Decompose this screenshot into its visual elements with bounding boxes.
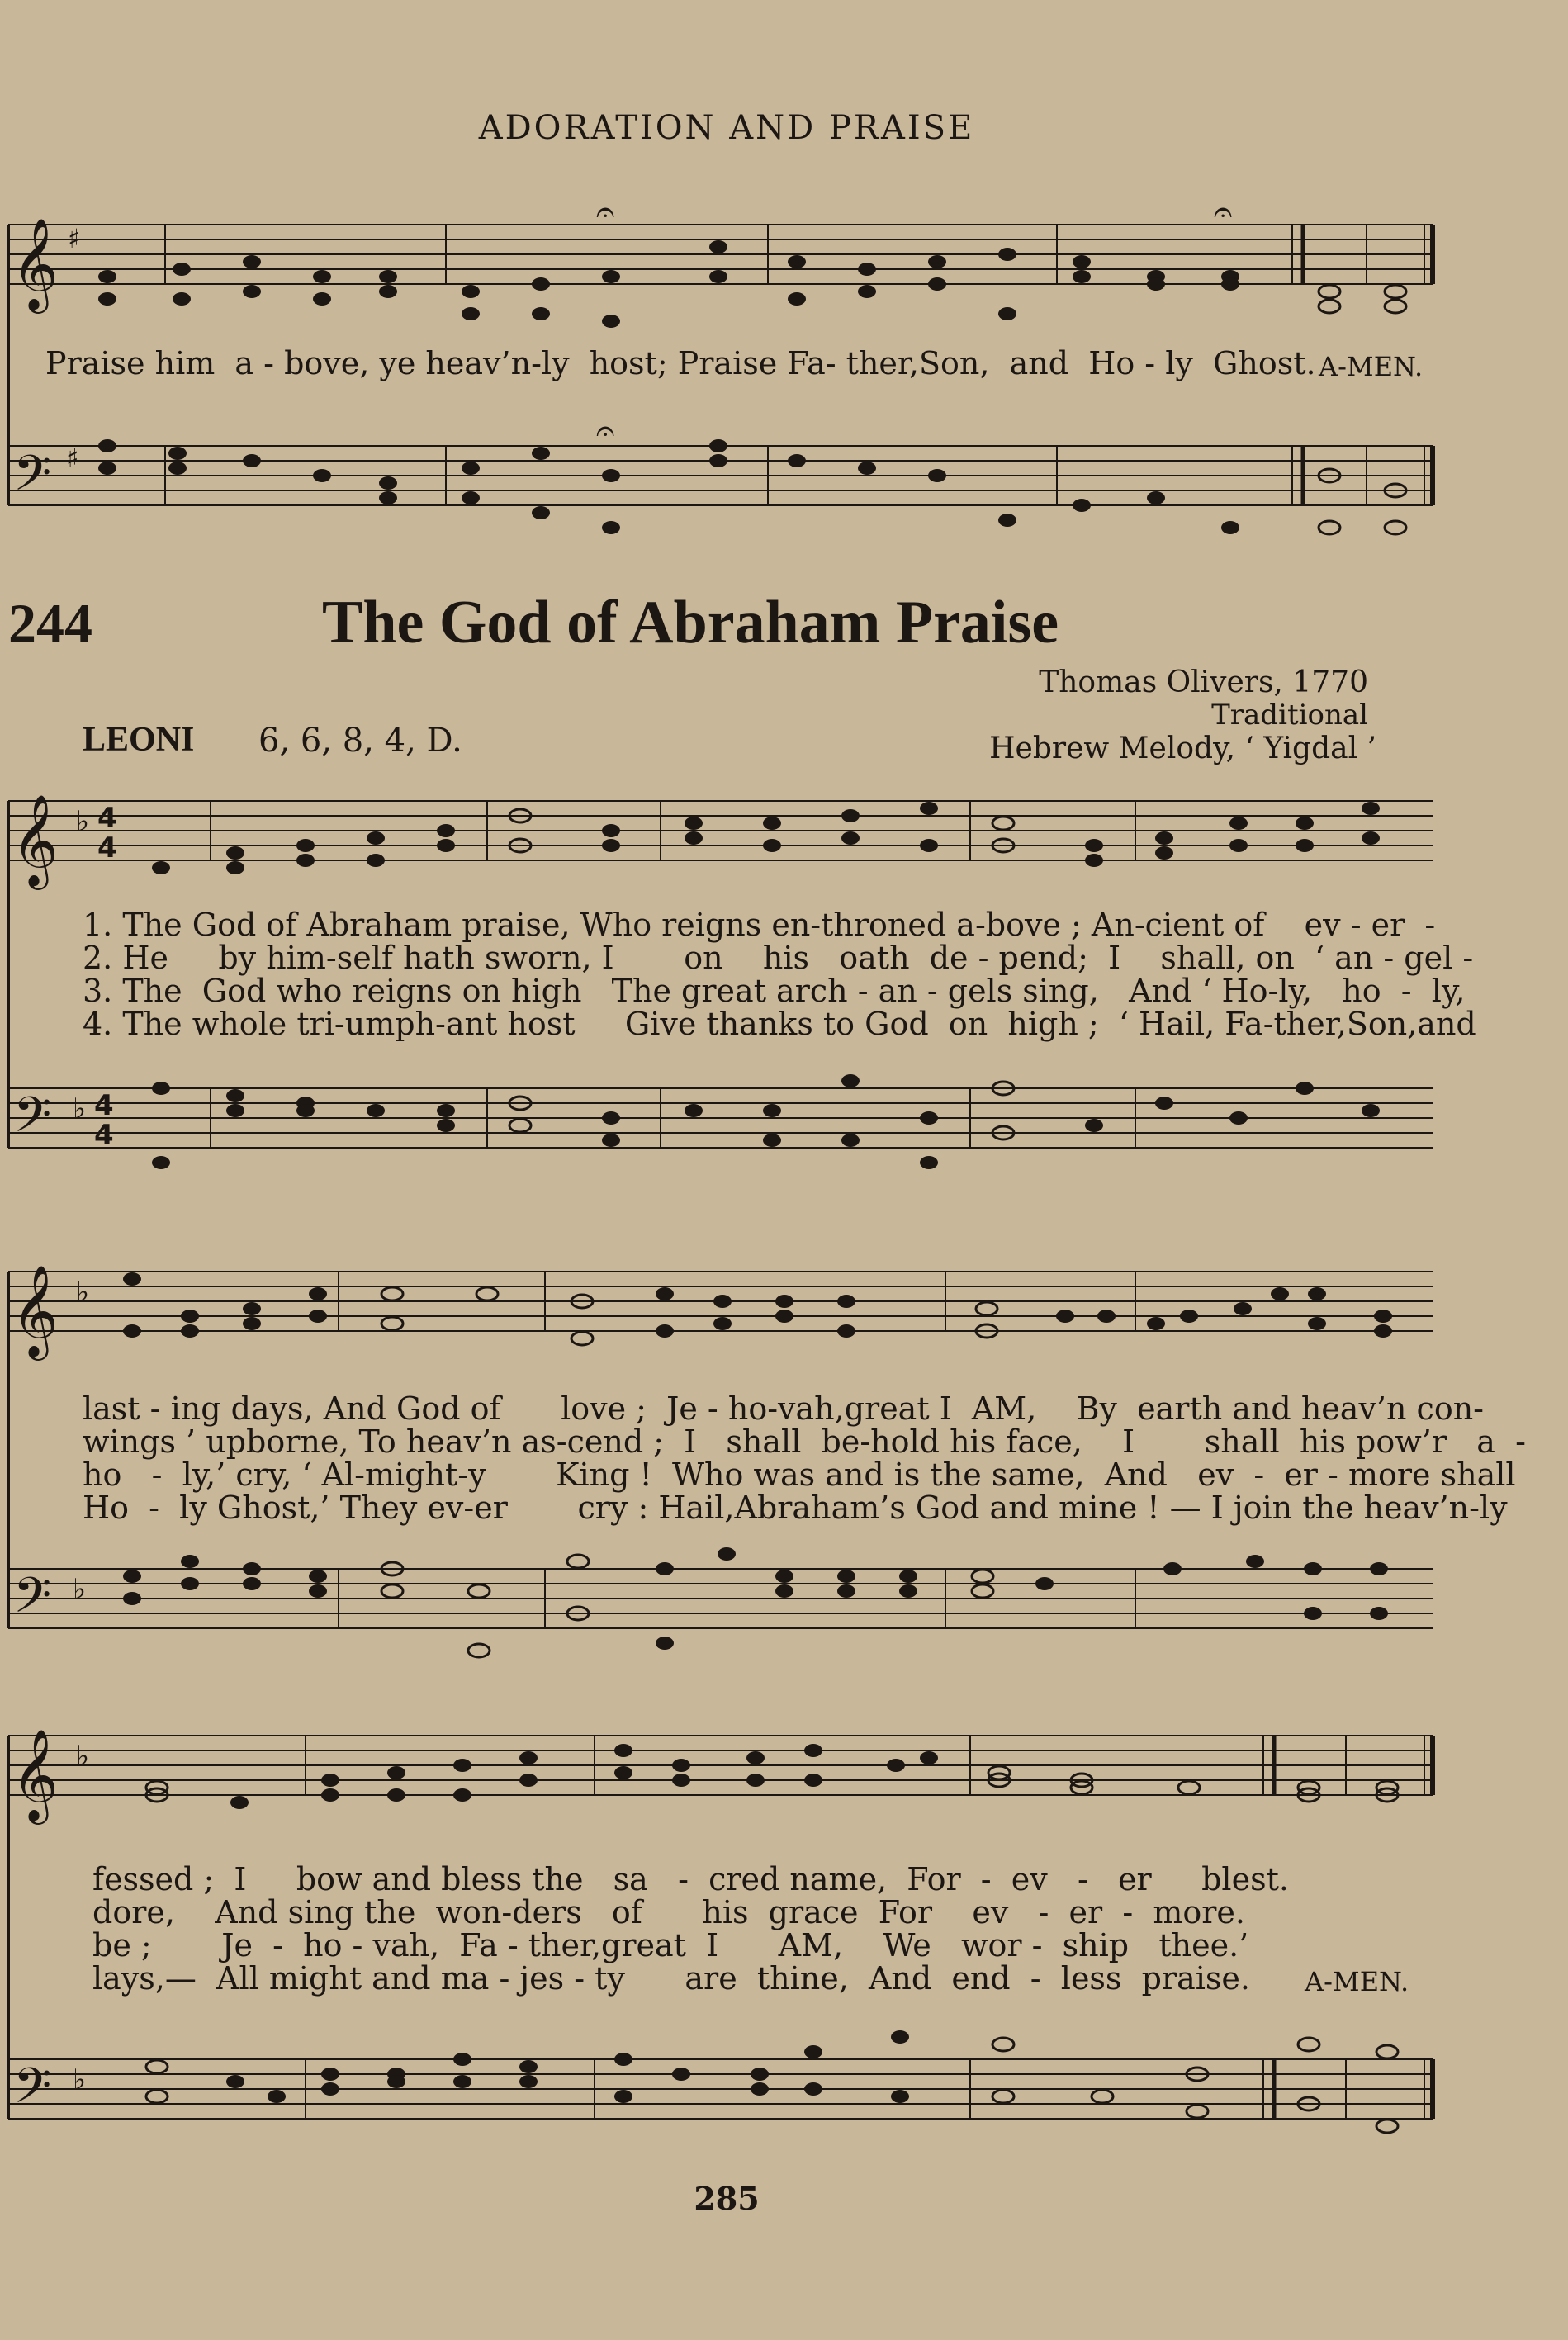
svg-text:𝄢: 𝄢 bbox=[13, 1566, 52, 1636]
top-piece-score bbox=[0, 0, 1568, 594]
hymn-meter: 6, 6, 8, 4, D. bbox=[258, 722, 462, 760]
hymn-title: The God of Abraham Praise bbox=[322, 589, 1059, 656]
music-source-line2: Hebrew Melody, ‘ Yigdal ’ bbox=[989, 732, 1376, 765]
svg-text:𝄞: 𝄞 bbox=[12, 217, 59, 310]
system-3-verse-4: lays,— All might and ma - jes - ty are thine, And end - less praise. bbox=[92, 1960, 1250, 1997]
system-2-verse-1: last - ing days, And God of love ; Je - ho-vah,great I AM, By earth and heav’n con- bbox=[83, 1390, 1485, 1427]
svg-text:♭: ♭ bbox=[76, 1276, 90, 1309]
svg-text:𝄐: 𝄐 bbox=[596, 193, 615, 231]
top-piece-lyric: Praise him a - bove, ye heav’n-ly host; Praise Fa- ther,Son, and Ho - ly Ghost. bbox=[45, 345, 1316, 381]
svg-text:𝄞: 𝄞 bbox=[12, 793, 59, 886]
svg-text:♭: ♭ bbox=[73, 1092, 87, 1125]
svg-text:♯: ♯ bbox=[68, 223, 81, 254]
system-3-verse-3: be ; Je - ho - vah, Fa - ther,great I AM, We wor - ship thee.’ bbox=[92, 1927, 1249, 1963]
svg-text:♯: ♯ bbox=[66, 443, 79, 474]
svg-text:♭: ♭ bbox=[73, 2063, 87, 2096]
svg-text:4: 4 bbox=[94, 1089, 114, 1122]
svg-text:𝄞: 𝄞 bbox=[12, 1264, 59, 1357]
svg-text:♭: ♭ bbox=[76, 1740, 90, 1773]
tune-name: LEONI bbox=[83, 721, 195, 759]
svg-text:𝄐: 𝄐 bbox=[1214, 193, 1233, 231]
svg-text:♭: ♭ bbox=[76, 805, 90, 838]
system-3-verse-1: fessed ; I bow and bless the sa - cred name, For - ev - er blest. bbox=[92, 1861, 1289, 1897]
system-3-amen: A-MEN. bbox=[1305, 1966, 1409, 1997]
svg-text:𝄢: 𝄢 bbox=[13, 2057, 52, 2126]
svg-text:4: 4 bbox=[94, 1119, 114, 1152]
running-head: ADORATION AND PRAISE bbox=[478, 109, 975, 147]
music-source-line1: Traditional bbox=[1211, 699, 1368, 732]
svg-text:4: 4 bbox=[97, 831, 117, 864]
page-number: 285 bbox=[694, 2180, 760, 2217]
system-1-verse-4: 4. The whole tri-umph-ant host Give thanks to God on high ; ‘ Hail, Fa-ther,Son,and bbox=[83, 1006, 1476, 1042]
svg-text:𝄞: 𝄞 bbox=[12, 1728, 59, 1821]
system-3-verse-2: dore, And sing the won-ders of his grace For ev - er - more. bbox=[92, 1894, 1245, 1930]
system-1-verse-1: 1. The God of Abraham praise, Who reigns en-throned a-bove ; An-cient of ev - er - bbox=[83, 907, 1436, 943]
system-2-verse-2: wings ’ upborne, To heav’n as-cend ; I shall be-hold his face, I shall his pow’r a - bbox=[83, 1423, 1526, 1460]
system-2-verse-4: Ho - ly Ghost,’ They ev-er cry : Hail,Abraham’s God and mine ! — I join the heav’n-ly bbox=[83, 1490, 1508, 1526]
svg-text:𝄢: 𝄢 bbox=[13, 1086, 52, 1155]
svg-text:𝄐: 𝄐 bbox=[596, 412, 615, 450]
hymn-number: 244 bbox=[8, 592, 92, 655]
system-2-verse-3: ho - ly,’ cry, ‘ Al-might-y King ! Who was and is the same, And ev - er - more shall bbox=[83, 1457, 1516, 1493]
top-piece-amen: A-MEN. bbox=[1319, 351, 1424, 382]
svg-text:♭: ♭ bbox=[73, 1573, 87, 1606]
system-1-verse-3: 3. The God who reigns on high The great arch - an - gels sing, And ‘ Ho-ly, ho - ly, bbox=[83, 973, 1466, 1009]
svg-text:𝄢: 𝄢 bbox=[13, 444, 52, 514]
system-1-verse-2: 2. He by him-self hath sworn, I on his oath de - pend; I shall, on ‘ an - gel - bbox=[83, 940, 1474, 976]
hymn-author: Thomas Olivers, 1770 bbox=[1039, 666, 1368, 699]
svg-text:4: 4 bbox=[97, 802, 117, 835]
